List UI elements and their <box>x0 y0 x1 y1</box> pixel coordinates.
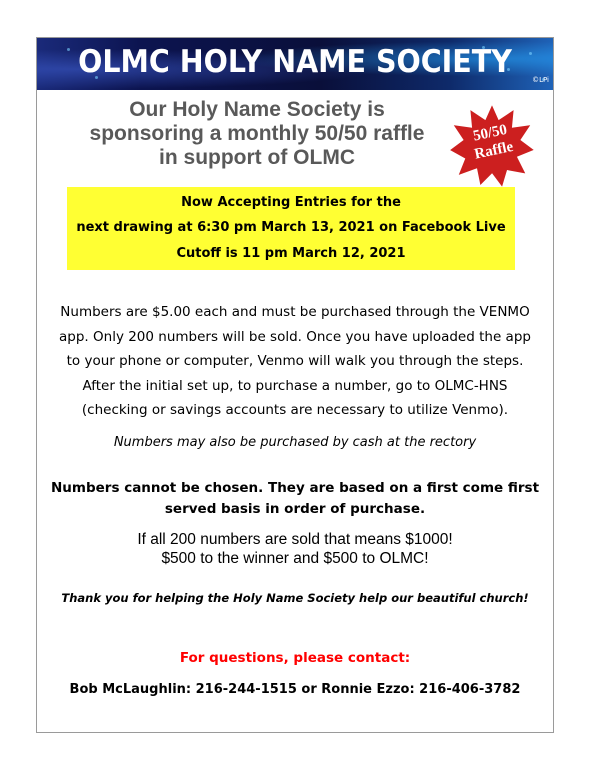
contact-details: Bob McLaughlin: 216-244-1515 or Ronnie Ezzo: 216-406-3782 <box>69 682 521 697</box>
headline-line: in support of OLMC <box>159 146 355 169</box>
headline <box>77 98 437 170</box>
details-line: Numbers are $5.00 each and must be purchased through the VENMO <box>60 304 530 320</box>
details-line: to your phone or computer, Venmo will walk you through the steps. <box>66 353 524 369</box>
headline-line: Our Holy Name Society is <box>129 98 385 121</box>
thank-you-note: Thank you for helping the Holy Name Society help our beautiful church! <box>61 591 529 605</box>
rules-line: Numbers cannot be chosen. They are based on a first come first <box>51 480 540 496</box>
payout-line: $500 to the winner and $500 to OLMC! <box>161 550 429 567</box>
highlight-line: Now Accepting Entries for the <box>181 195 401 210</box>
badge-line: 50/50 <box>471 121 509 145</box>
highlight-line: Cutoff is 11 pm March 12, 2021 <box>176 246 406 261</box>
flyer-page <box>36 37 554 733</box>
payout-line: If all 200 numbers are sold that means $1000! <box>137 531 453 548</box>
rules-line: served basis in order of purchase. <box>164 501 426 517</box>
details-line: app. Only 200 numbers will be sold. Once you have uploaded the app <box>59 328 531 345</box>
selection-rules <box>51 478 539 520</box>
details-line: After the initial set up, to purchase a number, go to OLMC-HNS <box>82 377 508 394</box>
banner-title: OLMC HOLY NAME SOCIETY <box>78 44 512 80</box>
contact-heading: For questions, please contact: <box>179 650 411 666</box>
header-banner <box>37 38 553 90</box>
cash-purchase-note: Numbers may also be purchased by cash at the rectory <box>113 435 477 450</box>
payout-note <box>37 530 553 568</box>
highlight-line: next drawing at 6:30 pm March 13, 2021 on Facebook Live <box>76 220 506 235</box>
headline-line: sponsoring a monthly 50/50 raffle <box>89 122 425 145</box>
details-line: (checking or savings accounts are necessary to utilize Venmo). <box>81 402 509 418</box>
details-paragraph <box>51 300 539 423</box>
badge-line: Raffle <box>473 138 515 163</box>
entry-highlight-box <box>67 187 515 270</box>
copyright-mark: ©LPi <box>532 76 549 84</box>
